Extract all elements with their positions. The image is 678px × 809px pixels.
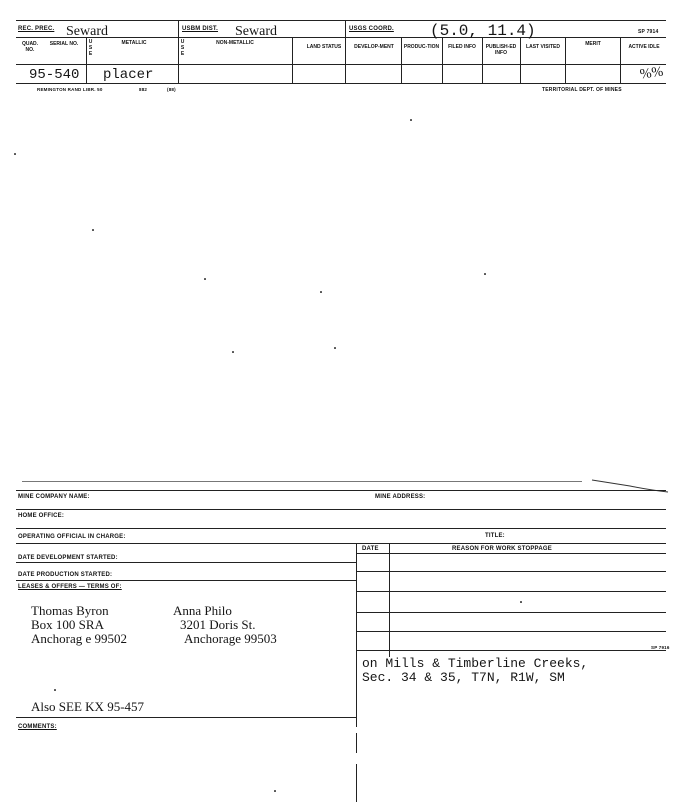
col-quad-no: QUAD. NO. — [21, 41, 39, 53]
printer-line: REMINGTON RAND LIBR. 50 — [37, 87, 103, 92]
col-land-status: LAND STATUS — [306, 44, 342, 50]
leases-offers-label: LEASES & OFFERS — TERMS OF: — [18, 584, 122, 590]
location-line-1: on Mills & Timberline Creeks, — [362, 656, 589, 671]
location-line-2: Sec. 34 & 35, T7N, R1W, SM — [362, 670, 565, 685]
quad-serial-value: 95-540 — [29, 67, 80, 83]
col-last-visited: LAST VISITED — [526, 44, 560, 50]
usbm-dist-label: USBM DIST. — [182, 26, 219, 32]
owner-address-line: 3201 Doris St. — [180, 617, 256, 632]
mine-company-name-label: MINE COMPANY NAME: — [18, 494, 90, 500]
card-corner-curl — [590, 476, 670, 496]
col-development: DEVELOP-MENT — [354, 44, 394, 50]
owner-city-line: Anchorage 99503 — [184, 631, 277, 646]
col-active-idle: ACTIVE IDLE — [628, 44, 660, 50]
reason-col-label: REASON FOR WORK STOPPAGE — [452, 546, 552, 552]
form-number-top: SP 7914 — [638, 29, 659, 35]
rec-prec-label: REC. PREC. — [18, 26, 55, 32]
date-production-started-label: DATE PRODUCTION STARTED: — [18, 572, 113, 578]
usbm-dist-value: Seward — [235, 24, 277, 39]
col-non-metallic: NON-METALLIC — [216, 40, 254, 46]
usgs-coord-value: (5.0, 11.4) — [430, 22, 536, 40]
form-number-bottom: SP 7916 — [651, 645, 670, 650]
metallic-value: placer — [103, 67, 154, 83]
col-filed-info: FILED INFO — [448, 44, 476, 50]
rec-prec-value: Seward — [66, 24, 108, 39]
owner-address-line: Box 100 SRA — [31, 617, 104, 632]
owner-name: Thomas Byron — [31, 603, 109, 618]
col-serial-no: SERIAL NO. — [49, 41, 79, 47]
col-metallic: METALLIC — [121, 40, 147, 46]
col-published-info: PUBLISH-ED INFO — [485, 44, 517, 56]
col-production: PRODUC-TION — [403, 44, 440, 50]
operating-official-label: OPERATING OFFICIAL IN CHARGE: — [18, 534, 126, 540]
title-label: TITLE: — [485, 533, 505, 539]
also-see-note: Also SEE KX 95-457 — [31, 699, 145, 714]
col-use-1: USE — [88, 39, 93, 57]
col-use-2: USE — [180, 39, 185, 57]
owner-city-line: Anchorag e 99502 — [31, 631, 128, 646]
home-office-label: HOME OFFICE: — [18, 513, 65, 519]
department-line: TERRITORIAL DEPT. OF MINES — [542, 87, 622, 93]
printer-code-1: 882 — [139, 87, 148, 92]
mine-address-label: MINE ADDRESS: — [375, 494, 426, 500]
comments-label: COMMENTS: — [18, 724, 57, 730]
owner-name: Anna Philo — [173, 603, 232, 618]
active-idle-stamp: %% — [639, 64, 665, 83]
col-merit: MERIT — [585, 41, 601, 47]
date-development-started-label: DATE DEVELOPMENT STARTED: — [18, 555, 118, 561]
date-col-label: DATE — [362, 546, 379, 552]
printer-code-2: (88) — [167, 87, 176, 92]
usgs-coord-label: USGS COORD. — [349, 26, 394, 32]
